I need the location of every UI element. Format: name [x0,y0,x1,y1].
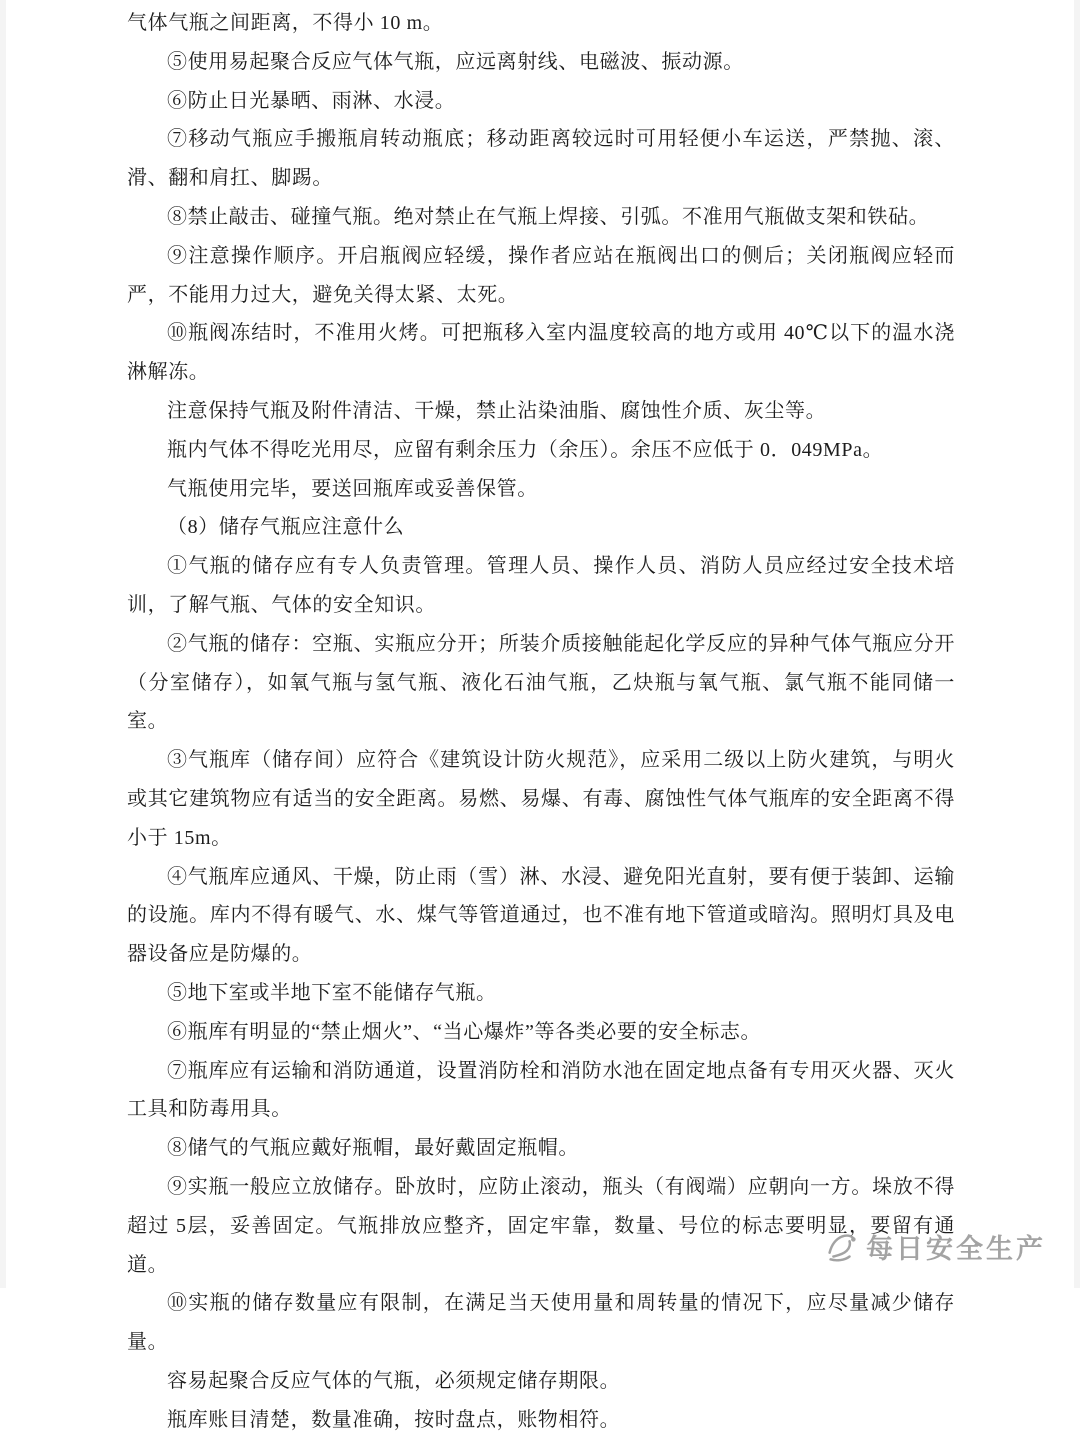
paragraph: ②气瓶的储存：空瓶、实瓶应分开；所装介质接触能起化学反应的异种气体气瓶应分开（分室储存），如氧气瓶与氢气瓶、液化石油气瓶，乙炔瓶与氧气瓶、氯气瓶不能同储一室。 [127,632,955,733]
paragraph: ⑨注意操作顺序。开启瓶阀应轻缓，操作者应站在瓶阀出口的侧后；关闭瓶阀应轻而严，不能用力过大，避免关得太紧、太死。 [127,244,955,306]
paragraph: ⑧储气的气瓶应戴好瓶帽，最好戴固定瓶帽。 [167,1137,579,1160]
paragraph: ⑦移动气瓶应手搬瓶肩转动瓶底；移动距离较远时可用轻便小车运送，严禁抛、滚、滑、翻和肩扛、脚踢。 [127,128,955,190]
paragraph: ⑦瓶库应有运输和消防通道，设置消防栓和消防水池在固定地点备有专用灭火器、灭火工具和防毒用具。 [127,1059,955,1121]
paragraph: 注意保持气瓶及附件清洁、干燥，禁止沾染油脂、腐蚀性介质、灰尘等。 [167,399,827,422]
paragraph: 容易起聚合反应气体的气瓶，必须规定储存期限。 [167,1369,621,1392]
paragraph: ①气瓶的储存应有专人负责管理。管理人员、操作人员、消防人员应经过安全技术培训，了解气瓶、气体的安全知识。 [127,555,955,616]
paragraph: 瓶内气体不得吃光用尽，应留有剩余压力（余压）。余压不应低于 0．049MPa。 [167,438,884,461]
watermark-text: 每日安全生产 [866,1234,1046,1264]
paragraph: ⑥防止日光暴晒、雨淋、水浸。 [167,89,456,112]
paragraph: ⑩实瓶的储存数量应有限制，在满足当天使用量和周转量的情况下，应尽量减少储存量。 [127,1292,955,1354]
paragraph: （8）储存气瓶应注意什么 [167,516,405,539]
paragraph: 气瓶使用完毕，要送回瓶库或妥善保管。 [167,477,538,500]
paragraph: ③气瓶库（储存间）应符合《建筑设计防火规范》，应采用二级以上防火建筑，与明火或其它建筑物应有适当的安全距离。易燃、易爆、有毒、腐蚀性气体气瓶库的安全距离不得小于 15m。 [127,749,955,849]
paragraph: ④气瓶库应通风、干燥，防止雨（雪）淋、水浸、避免阳光直射，要有便于装卸、运输的设施。库内不得有暖气、水、煤气等管道通过，也不准有地下管道或暗沟。照明灯具及电器设备应是防爆的。 [127,865,955,966]
paragraph: 气体气瓶之间距离，不得小 10 m。 [127,12,444,34]
paragraph: ⑧禁止敲击、碰撞气瓶。绝对禁止在气瓶上焊接、引弧。不准用气瓶做支架和铁砧。 [167,205,930,228]
paragraph: ⑥瓶库有明显的“禁止烟火”、“当心爆炸”等各类必要的安全标志。 [167,1020,762,1043]
paragraph: ⑩瓶阀冻结时，不准用火烤。可把瓶移入室内温度较高的地方或用 40℃以下的温水浇淋解冻。 [127,322,955,384]
paragraph: ⑨实瓶一般应立放储存。卧放时，应防止滚动，瓶头（有阀端）应朝向一方。垛放不得超过 5层，妥善固定。气瓶排放应整齐，固定牢靠，数量、号位的标志要明显，要留有通道。 [127,1175,955,1276]
paragraph: ⑤地下室或半地下室不能储存气瓶。 [167,981,497,1004]
paragraph: 瓶库账目清楚，数量准确，按时盘点，账物相符。 [167,1408,621,1431]
paragraph: ⑤使用易起聚合反应气体气瓶，应远离射线、电磁波、振动源。 [167,50,744,73]
document-body [127,4,955,1439]
